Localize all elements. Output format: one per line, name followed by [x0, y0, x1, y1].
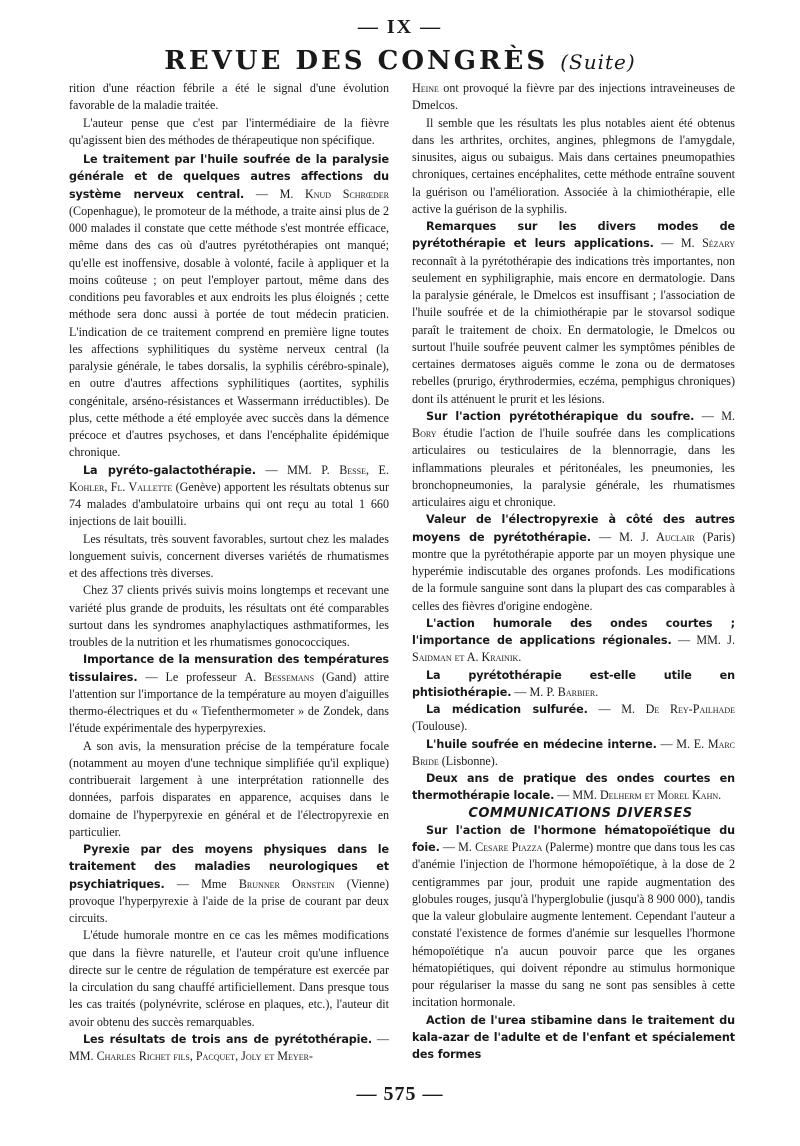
article-title: Les résultats de trois ans de pyrétothérapie.: [83, 1032, 373, 1046]
author-name: J. Auclair: [641, 529, 695, 544]
title-main: REVUE DES CONGRÈS: [164, 46, 549, 76]
article-entry: Remarques sur les divers modes de pyrétothérapie et leurs applications. — M. Sézary reconnaît à la pyrétothérapie des indications très importantes, non seulement en syphiligraphie, mais encore en dermatologie. Dans la paralysie générale, le Dmelcos est insuffisant ; l'association de l'huile soufrée et de la chimiothérapie par le stovarsol sodique paraît le traitement de choix. En dermatologie, le Dmelcos ou surtout l'huile soufrée peuvent calmer les symptômes pénibles de certaines dermatoses aiguës comme le zona ou de dermatoses rebelles (prurigo, érythrodermies, eczéma, pemphigus chroniques) dont ils atténuent le prurit et les lésions.: [412, 220, 736, 406]
author-name: Heine: [412, 81, 439, 95]
article-title: Sur l'action pyrétothérapique du soufre.: [426, 409, 695, 423]
author-name: Charles Richet fils, Pacquet, Joly et Meyer-: [96, 1049, 313, 1063]
article-entry: L'huile soufrée en médecine interne. — M. E. Marc Bride (Lisbonne).: [412, 736, 736, 768]
author-name: P. Barbier.: [546, 684, 599, 699]
paragraph: A son avis, la mensuration précise de la température focale (notamment au moyen d'une technique simplifiée qu'il explique) contribuerait largement à une interprétation rationnelle des données, parfois disparates en apparence, acquises dans le domaine de l'hyperpyrexie en général et de l'électropyrexie en particulier.: [69, 738, 389, 839]
article-entry: L'action humorale des ondes courtes ; l'importance de applications régionales. — MM. J. Saidman et A. Krainik.: [412, 616, 735, 665]
section-heading: COMMUNICATIONS DIVERSES: [468, 805, 693, 821]
article-title: Le traitement par l'huile soufrée de la paralysie générale et de quelques autres affections du système nerveux central.: [69, 153, 389, 201]
article-title: Valeur de l'électropyrexie à côté des autres moyens de pyrétothérapie.: [412, 513, 735, 544]
page-top-number: — IX —: [357, 16, 443, 38]
paragraph: Chez 37 clients privés suivis moins longtemps et recevant une variété plus grande de produits, les résultats ont été comparables surtout dans les syndromes anaphylactiques asthmatiformes, les troubles de la nutrition et les rhumatismes gonococciques.: [69, 583, 389, 649]
article-title: Deux ans de pratique des ondes courtes en thermothérapie locale.: [412, 772, 735, 803]
article-title: Remarques sur les divers modes de pyrétothérapie et leurs applications.: [412, 220, 735, 251]
article-entry: Deux ans de pratique des ondes courtes en thermothérapie locale. — MM. Delherm et Morel Kahn.: [412, 772, 735, 803]
author-name: P. Besse, E. Kohler, Fl. Vallette: [69, 462, 389, 494]
author-name: Sézary: [702, 236, 736, 251]
article-title: La pyrétothérapie est-elle utile en phtisiothérapie.: [412, 668, 735, 699]
author-name: De Rey-Pailhade: [645, 702, 735, 716]
author-name: Cesare Piazza: [475, 840, 543, 854]
article-title: La pyréto-galactothérapie.: [83, 463, 256, 477]
author-name: Delherm et Morel Kahn.: [599, 788, 722, 803]
article-title: Importance de la mensuration des températures tissulaires.: [69, 653, 389, 684]
paragraph: Les résultats, très souvent favorables, surtout chez les malades longuement suivis, concernent diverses variétés de rhumatismes et des affections très diverses.: [69, 531, 389, 580]
page-title: [0, 46, 800, 76]
article-entry: Les résultats de trois ans de pyrétothérapie. — MM. Charles Richet fils, Pacquet, Joly et Meyer-: [69, 1031, 389, 1063]
page-number: — 575 —: [356, 1083, 444, 1105]
paragraph: L'étude humorale montre en ce cas les mêmes modifications que dans la fièvre naturelle, et l'auteur croit qu'une influence directe sur le centre de régulation de température est exercée par la circulation du sang chauffé artificiellement. Dans presque tous les cas traités (polynévrite, sclérose en plaques, etc.), l'auteur dit avoir obtenu des succès remarquables.: [69, 928, 389, 1029]
article-title: L'huile soufrée en médecine interne.: [426, 737, 657, 751]
article-title: Sur l'action de l'hormone hématopoïétique du foie.: [412, 823, 735, 854]
author-name: E. Marc Bride: [412, 736, 736, 768]
article-entry: La pyrétothérapie est-elle utile en phtisiothérapie. — M. P. Barbier.: [412, 668, 735, 699]
author-name: A. Bessemans: [244, 669, 315, 684]
article-entry: Importance de la mensuration des températures tissulaires. — Le professeur A. Bessemans (Gand) attire l'attention sur l'importance de la température au moyen d'aiguilles thermo-électriques et du « Tiefenthermometer » de Zondek, dans l'étude expérimentale des hyperpyrexies.: [69, 653, 389, 736]
author-name: Knud Schrœder: [305, 186, 390, 201]
title-suffix: (Suite): [560, 50, 636, 74]
paragraph: Il semble que les résultats les plus notables aient été obtenus dans les arthrites, orchites, angines, phlegmons de l'amygdale, sinusites, aigus ou subaigus. Mais dans certaines pneumopathies chroniques, certaines encéphalites, cette méthode entraîne souvent la guérison ou l'amélioration. Associée à la chimiothérapie, elle active la guérison de la syphilis.: [412, 115, 735, 216]
article-title: L'action humorale des ondes courtes ; l'importance de applications régionales.: [412, 616, 735, 647]
paragraph: L'auteur pense que c'est par l'intermédiaire de la fièvre qu'agissent bien des méthodes de thérapeutique non spécifique.: [69, 115, 389, 147]
right-column: [412, 80, 735, 1063]
article-entry: Sur l'action de l'hormone hématopoïétique du foie. — M. Cesare Piazza (Palerme) montre que dans tous les cas d'anémie l'injection de l'hormone hémopoïétique, à la dose de 2 centigrammes par jour, produit une rapide augmentation des globules rouges, jusqu'à l'hyperglobulie (jusqu'à 8 900 000), tandis que la valeur globulaire augmente lentement. Cependant l'auteur a constaté l'existence de formes d'anémie sur lesquelles l'hormone hémopoïétique n'a aucun pouvoir parce que les organes hématopiétiques, qui doivent répondre au stimulus hormonique pour régulariser la masse du sang ne sont pas sensibles à cette incitation hormonale.: [412, 823, 735, 1010]
left-column: [69, 80, 389, 1065]
paragraph: rition d'une réaction fébrile a été le signal d'une évolution favorable de la maladie traitée.: [69, 81, 389, 113]
article-entry: La pyréto-galactothérapie. — MM. P. Besse, E. Kohler, Fl. Vallette (Genève) apportent les résultats obtenus sur 74 malades d'ambulatoire urbains qui ont reçu au total 1 660 injections de lait bouilli.: [69, 462, 390, 529]
article-entry: Valeur de l'électropyrexie à côté des autres moyens de pyrétothérapie. — M. J. Auclair (Paris) montre que la pyrétothérapie apporte par un moyen physique une hyperémie indiscutable des organes profonds. Les modifications de la formule sanguine sont dans la plupart des cas comparables à celles des fièvres d'origine endogène.: [412, 513, 736, 613]
author-name: Bory: [412, 426, 437, 440]
article-title: La médication sulfurée.: [426, 703, 588, 716]
article-entry: La médication sulfurée. — M. De Rey-Pailhade (Toulouse).: [412, 702, 735, 734]
article-title: Action de l'urea stibamine dans le traitement du kala-azar de l'adulte et de l'enfant et spécialement des formes: [412, 1013, 735, 1061]
article-entry: Sur l'action pyrétothérapique du soufre. — M. Bory étudie l'action de l'huile soufrée dans les complications articulaires ou testiculaires de la blennorragie, dans les inflammations pleurales et péritonéales, les pneumonies, les bronchopneumonies, la paralysie générale, les rhumatismes articulaires aigu et chronique.: [412, 408, 735, 509]
article-entry: [412, 1012, 735, 1064]
article-title: Pyrexie par des moyens physiques dans le traitement des maladies neurologiques et psychiatriques.: [69, 843, 389, 891]
article-entry: Heine ont provoqué la fièvre par des injections intraveineuses de Dmelcos.: [412, 81, 735, 113]
author-name: Brunner Ornstein: [238, 876, 335, 891]
article-entry: Le traitement par l'huile soufrée de la paralysie générale et de quelques autres affections du système nerveux central. — M. Knud Schrœder (Copenhague), le promoteur de la méthode, a traite ainsi plus de 2 000 malades il constate que cette méthode s'est montrée efficace, même dans des cas où d'autres pyrétothérapies ont manqué; qu'elle est inoffensive, dosable à volonté, facile à appliquer et la moins coûteuse ; on peut l'employer partout, même dans des conditions peu favorables et aux endroits les plus éloignés ; cette méthode sera donc aussi à portée de tout médecin praticien. L'indication de ce traitement comprend en première ligne toutes les affections syphilitiques du système nerveux central (la paralysie générale, le tabes dorsalis, la syphilis cérébro-spinale), en outre d'autres affections syphilitiques (aortites, syphilis congénitale, arséno-résistances et Wassermann irréductibles). De plus, cette méthode a été employée avec succès dans la démence précoce et d'autres psychoses, et dans l'encéphalite épidémique chronique.: [69, 153, 390, 460]
article-entry: Pyrexie par des moyens physiques dans le traitement des maladies neurologiques et psychiatriques. — Mme Brunner Ornstein (Vienne) provoque l'hyperpyrexie à l'aide de la prise de courant par deux circuits.: [69, 843, 389, 925]
author-name: J. Saidman et A. Krainik.: [412, 633, 735, 665]
